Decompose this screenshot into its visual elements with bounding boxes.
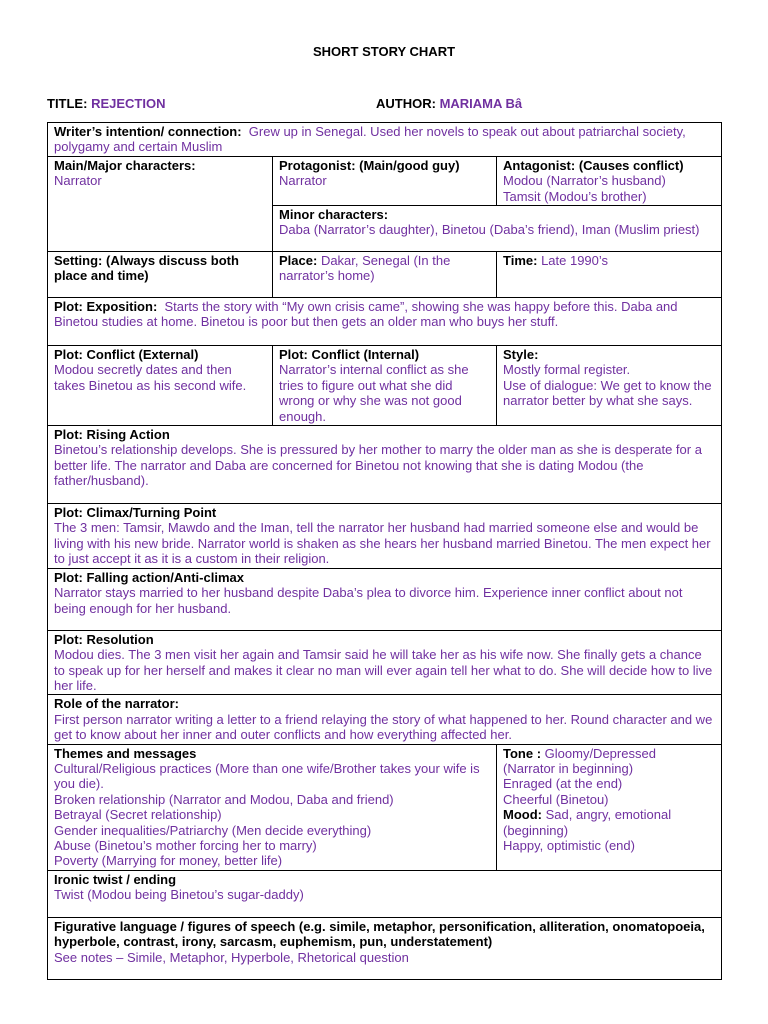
cell-place: [273, 252, 497, 298]
internal-conflict-value: Narrator’s internal conflict as she tries to figure out what she did wrong or why she was not good enough.: [279, 362, 469, 424]
row-conflict: [48, 346, 722, 426]
place-label: Place:: [279, 253, 318, 269]
row-intention: [48, 123, 722, 157]
tone-value: Cheerful (Binetou): [503, 791, 609, 807]
antagonist-value: Modou (Narrator’s husband): [503, 173, 666, 189]
cell-ironic-twist: [48, 870, 722, 917]
mood-value: (beginning): [503, 822, 569, 838]
cell-tone-mood: [497, 744, 722, 870]
title-label: TITLE:: [47, 96, 88, 111]
cell-internal-conflict: [273, 346, 497, 426]
main-characters-value: Narrator: [54, 173, 102, 189]
mood-label: Mood:: [503, 807, 542, 823]
row-setting: [48, 252, 722, 298]
author-name: MARIAMA Bâ: [439, 96, 523, 111]
story-chart-table: [47, 122, 722, 980]
intention-value: Grew up in Senegal. Used her novels to speak out about patriarchal society, polygamy and certain Muslim: [54, 124, 686, 155]
cell-rising-action: [48, 426, 722, 504]
themes-label: Themes and messages: [54, 745, 197, 761]
theme-item: Gender inequalities/Patriarchy (Men decide everything): [54, 822, 372, 838]
cell-time: [497, 252, 722, 298]
time-value: Late 1990’s: [541, 253, 609, 269]
theme-item: Betrayal (Secret relationship): [54, 807, 222, 823]
cell-falling-action: [48, 568, 722, 630]
page-title: SHORT STORY CHART: [312, 44, 456, 59]
cell-minor-characters: [273, 206, 722, 252]
climax-label: Plot: Climax/Turning Point: [54, 505, 217, 521]
cell-exposition: [48, 298, 722, 346]
tone-value: Gloomy/Depressed: [544, 745, 656, 761]
row-exposition: [48, 298, 722, 346]
mood-line: [503, 807, 715, 822]
cell-climax: [48, 504, 722, 569]
ironic-twist-value: Twist (Modou being Binetou’s sugar-daddy): [54, 887, 304, 903]
row-resolution: [48, 630, 722, 695]
tone-value: (Narrator in beginning): [503, 760, 634, 776]
external-conflict-label: Plot: Conflict (External): [54, 347, 199, 363]
cell-style: [497, 346, 722, 426]
author-label: AUTHOR:: [376, 96, 436, 111]
rising-action-value: Binetou’s relationship develops. She is pressured by her mother to marry the older man as she is desperate for a better life. The narrator and Daba are concerned for Binetou not knowing that she is dating Modou (the father/husband).: [54, 442, 702, 489]
theme-item: Poverty (Marrying for money, better life): [54, 853, 283, 869]
row-figurative-language: [48, 917, 722, 979]
figurative-language-label: Figurative language / figures of speech (e.g. simile, metaphor, personification, alliteration, onomatopoeia, hyperbole, contrast, irony, sarcasm, euphemism, pun, understatement): [54, 918, 705, 950]
place-value: Dakar, Senegal (In the narrator’s home): [279, 253, 451, 284]
theme-item: Broken relationship (Narrator and Modou, Daba and friend): [54, 791, 394, 807]
main-characters-label: Main/Major characters:: [54, 157, 196, 173]
antagonist-value: Tamsit (Modou’s brother): [503, 188, 647, 204]
minor-characters-value: Daba (Narrator’s daughter), Binetou (Daba’s friend), Iman (Muslim priest): [279, 222, 700, 238]
ironic-twist-label: Ironic twist / ending: [54, 871, 177, 887]
mood-value: Happy, optimistic (end): [503, 837, 635, 853]
cell-figurative-language: [48, 917, 722, 979]
cell-narrator-role: [48, 695, 722, 744]
theme-item: Abuse (Binetou’s mother forcing her to marry): [54, 837, 317, 853]
author-block: [376, 96, 522, 111]
meta-row: [47, 96, 727, 111]
row-themes: [48, 744, 722, 870]
resolution-value: Modou dies. The 3 men visit her again and Tamsir said he will take her as his wife now. She finally gets a chance to speak up for her herself and makes it clear no man will ever again tell her what to do. She will decide how to live her life.: [54, 647, 713, 693]
protagonist-value: Narrator: [279, 173, 327, 189]
style-value: Mostly formal register.: [503, 362, 631, 378]
row-rising-action: [48, 426, 722, 504]
row-narrator-role: [48, 695, 722, 744]
cell-antagonist: [497, 156, 722, 205]
cell-themes: [48, 744, 497, 870]
internal-conflict-label: Plot: Conflict (Internal): [279, 347, 420, 363]
cell-intention: [48, 123, 722, 157]
setting-label: Setting: (Always discuss both place and time): [54, 253, 239, 284]
time-label: Time:: [503, 253, 538, 269]
row-climax: [48, 504, 722, 569]
external-conflict-value: Modou secretly dates and then takes Binetou as his second wife.: [54, 362, 247, 393]
style-label: Style:: [503, 347, 539, 363]
tone-value: Enraged (at the end): [503, 776, 623, 792]
exposition-value: Starts the story with “My own crisis came”, showing she was happy before this. Daba and Binetou studies at home. Binetou is poor but then gets an older man who buys her stuff.: [54, 299, 678, 330]
resolution-label: Plot: Resolution: [54, 631, 154, 647]
row-falling-action: [48, 568, 722, 630]
mood-value: Sad, angry, emotional: [545, 807, 672, 823]
cell-external-conflict: [48, 346, 273, 426]
rising-action-label: Plot: Rising Action: [54, 427, 170, 443]
cell-protagonist: [273, 156, 497, 205]
row-ironic-twist: [48, 870, 722, 917]
antagonist-label: Antagonist: (Causes conflict): [503, 157, 684, 173]
cell-setting: [48, 252, 273, 298]
story-title: REJECTION: [91, 96, 166, 111]
cell-resolution: [48, 630, 722, 695]
cell-main-characters: [48, 156, 273, 251]
style-value: Use of dialogue: We get to know the narrator better by what she says.: [503, 377, 712, 409]
theme-item: Cultural/Religious practices (More than one wife/Brother takes your wife is you die).: [54, 760, 480, 792]
tone-line: [503, 746, 715, 761]
narrator-role-value: First person narrator writing a letter to a friend relaying the story of what happened to her. Round character and we get to know about her inner and outer conflicts and how everything affected her.: [54, 711, 713, 743]
minor-characters-label: Minor characters:: [279, 207, 389, 223]
tone-label: Tone :: [503, 745, 542, 761]
figurative-language-value: See notes – Simile, Metaphor, Hyperbole, Rhetorical question: [54, 949, 409, 965]
exposition-label: Plot: Exposition:: [54, 299, 158, 315]
narrator-role-label: Role of the narrator:: [54, 696, 179, 712]
intention-label: Writer’s intention/ connection:: [54, 124, 242, 139]
climax-value: The 3 men: Tamsir, Mawdo and the Iman, tell the narrator her husband had married someone else and would be living with his new bride. Narrator world is shaken as she hears her husband married Binetou. The men expect her to just accept it as it is a custom in their religion.: [54, 520, 711, 567]
falling-action-value: Narrator stays married to her husband despite Daba’s plea to divorce him. Experience inner conflict about not being enough for her husband.: [54, 585, 683, 616]
row-characters: [48, 156, 722, 205]
protagonist-label: Protagonist: (Main/good guy): [279, 157, 460, 173]
falling-action-label: Plot: Falling action/Anti-climax: [54, 569, 244, 585]
